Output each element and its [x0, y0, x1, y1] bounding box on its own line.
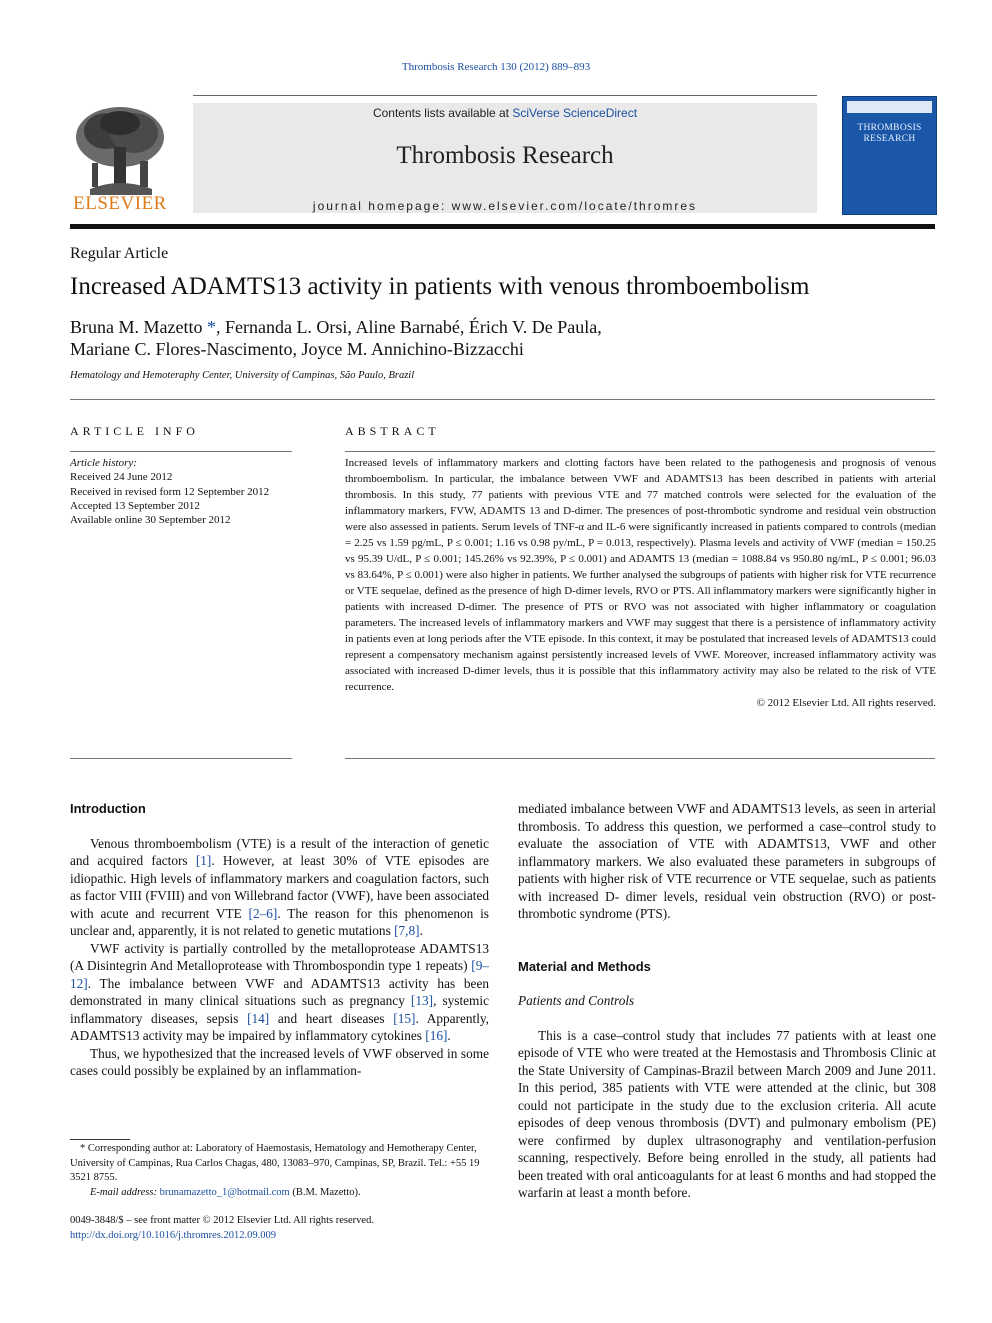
abstract-copyright: © 2012 Elsevier Ltd. All rights reserved.: [756, 697, 936, 709]
ref-14[interactable]: [14]: [247, 1010, 270, 1026]
abstract-bottom-rule: [345, 758, 935, 759]
head-divider: [70, 399, 935, 400]
footnote: [70, 1142, 489, 1200]
introduction-heading: Introduction: [70, 801, 146, 816]
ref-15[interactable]: [15]: [393, 1010, 416, 1026]
left-column: [70, 800, 489, 1080]
intro-paragraph-2: VWF activity is partially controlled by the metalloprotease ADAMTS13 (A Disintegrin And Metalloprotease with Thrombospondin type 1 repeats) [9–12]. The imbalance between VWF and ADAMTS13 activity has been demonstrated in many clinical situations such as pregnancy [13], systemic inflammatory diseases, sepsis [14] and heart diseases [15]. Apparently, ADAMTS13 activity may be impaired by inflammatory cytokines [16].: [70, 940, 489, 1043]
history-received: Received 24 June 2012: [70, 471, 173, 484]
abstract-rule: [345, 451, 935, 452]
info-bottom-rule: [70, 758, 292, 759]
ref-16[interactable]: [16]: [425, 1028, 448, 1043]
front-matter: [70, 1214, 489, 1243]
article-title: Increased ADAMTS13 activity in patients with venous thromboembolism: [70, 273, 810, 300]
history-online: Available online 30 September 2012: [70, 514, 231, 527]
contents-line: [193, 106, 817, 120]
ref-1[interactable]: [1]: [195, 853, 212, 868]
email-link[interactable]: brunamazetto_1@hotmail.com: [159, 1186, 290, 1198]
elsevier-wordmark: ELSEVIER: [73, 193, 167, 214]
history-label: Article history:: [70, 457, 137, 469]
author-list: [70, 316, 770, 360]
journal-homepage[interactable]: journal homepage: www.elsevier.com/locate/thromres: [312, 199, 698, 213]
ref-9-12[interactable]: [9–12]: [70, 958, 489, 991]
ref-2-6[interactable]: [2–6]: [248, 905, 278, 921]
right-column: [518, 800, 936, 1202]
elsevier-logo: [70, 103, 170, 215]
intro-paragraph-1: Venous thromboembolism (VTE) is a result of the interaction of genetic and acquired factors [1]. However, at least 30% of VTE episodes are idiopathic. High levels of inflammatory markers and coagulation factors, such as factor VIII (FVIII) and von Willebrand factor (VWF), have been associated with acute and recurrent VTE [2–6]. The reason for this phenomenon is unclear and, apparently, it is not related to genetic mutations [7,8].: [70, 835, 489, 938]
journal-cover: [842, 96, 937, 215]
email-suffix: (B.M. Mazetto).: [289, 1186, 361, 1198]
methods-subheading: Patients and Controls: [518, 993, 635, 1008]
journal-citation[interactable]: Thrombosis Research 130 (2012) 889–893: [401, 61, 591, 73]
footnote-rule: [70, 1139, 130, 1140]
abstract-text: Increased levels of inflammatory markers and clotting factors have been related to the pathogenesis and prognosis of venous thromboembolism. In particular, the imbalance between VWF and ADAMTS13 has been described in patients with arterial thrombosis. In this study, 77 patients with previous VTE and 77 matched controls were selected for the evaluation of the inflammatory markers, FVW, ADAMTS 13 and D-dimer. The presences of post-thrombotic syndrome and residual vein obstruction were also assessed in patients. Serum levels of TNF-α and IL-6 were significantly increased in patients compared to controls (median = 2.25 vs 1.59 pg/mL, P ≤ 0.001; 1.16 vs 0.98 py/mL, P = 0.013, respectively). Plasma levels and activity of VWF (median = 150.25 vs 95.39 U/dL, P ≤ 0.001; 145.26% vs 92.39%, P ≤ 0.001) and ADAMTS 13 (median = 1088.84 vs 950.80 ng/mL, P ≤ 0.001; 96.03 vs 83.64%, P ≤ 0.001) were also higher in patients. We further analysed the subgroups of patients with higher risk for VTE recurrence or VTE sequelae, defined as the presence of high D-dimer levels, RVO or PTS. All inflammatory markers were significantly higher in patients with increased D-dimer. The presence of PTS or RVO was not associated with higher inflammatory or coagulation parameters. The increased levels of inflammatory markers and VWF may suggest that there is a persistence of inflammatory activity in patients even at long periods after the VTE episode. In this context, it may be postulated that increased levels of ADAMTS13 could represent a compensatory mechanism against persistently increased levels of VWF. Moreover, increased inflammatory activity was associated with increased D-dimer levels, thus it is possible that this inflammatory activity may also be related to the risk of VTE recurrence.: [345, 457, 936, 693]
abstract-heading: ABSTRACT: [345, 424, 440, 438]
cover-title-line1: THROMBOSIS: [857, 123, 922, 133]
sciencedirect-link[interactable]: SciVerse ScienceDirect: [512, 106, 638, 120]
intro-paragraph-continued: mediated imbalance between VWF and ADAMTS13 levels, as seen in arterial thrombosis. To address this question, we performed a case–control study to evaluate the association of VTE with ADAMTS13, VWF and other inflammatory markers. We also evaluated these parameters in subgroups of patients with higher risk of VTE recurrence or VTE sequelae, such as patients with increased D- dimer levels, residual vein obstruction (RVO) or post-thrombotic syndrome (PTS).: [518, 801, 936, 921]
cover-title: [843, 123, 936, 145]
email-label: E-mail address:: [90, 1186, 160, 1198]
cover-title-line2: RESEARCH: [863, 134, 916, 144]
abstract-body: [345, 455, 936, 711]
contents-prefix: Contents lists available at: [372, 106, 513, 120]
authors-line2: Mariane C. Flores-Nascimento, Joyce M. Annichino-Bizzacchi: [70, 339, 524, 359]
issn-line: 0049-3848/$ – see front matter © 2012 Elsevier Ltd. All rights reserved.: [70, 1215, 374, 1226]
ref-7-8[interactable]: [7,8]: [394, 923, 420, 938]
article-info-heading: ARTICLE INFO: [70, 424, 199, 438]
author-first: Bruna M. Mazetto: [70, 317, 207, 337]
methods-heading: Material and Methods: [518, 958, 651, 974]
history-revised: Received in revised form 12 September 2012: [70, 485, 270, 498]
article-type: Regular Article: [70, 245, 169, 262]
affiliation: Hematology and Hemoteraphy Center, University of Campinas, São Paulo, Brazil: [70, 370, 415, 381]
ref-13[interactable]: [13]: [410, 993, 434, 1008]
article-history: [70, 456, 292, 527]
cover-top-strip: [847, 101, 932, 113]
corresponding-author-note: Corresponding author at: Laboratory of Haemostasis, Hematology and Hemotherapy Center, University of Campinas, Rua Carlos Chagas, 480, 13083–970, Campinas, SP, Brazil. Tel.: +55 19 3521 8755.: [70, 1143, 480, 1183]
journal-title: Thrombosis Research: [396, 142, 614, 169]
doi-link[interactable]: http://dx.doi.org/10.1016/j.thromres.2012.09.009: [70, 1229, 277, 1241]
info-rule: [70, 451, 292, 452]
intro-paragraph-3: Thus, we hypothesized that the increased levels of VWF observed in some cases could possibly be explained by an inflammation-: [70, 1045, 489, 1078]
header-rule: [70, 224, 935, 229]
methods-paragraph-1: This is a case–control study that includes 77 patients with at least one episode of VTE who were treated at the Hemostasis and Thrombosis Clinic at the State University of Campinas-Brazil between March 2009 and June 2011. In this period, 385 patients with VTE were attended at the clinic, but 308 could not participate in the study due to the exclusion criteria. All acute episodes of deep venous thrombosis (DVT) and pulmonary embolism (PE) were confirmed by duplex ultrasonography and ventilation-perfusion scanning, respectively. Before being enrolled in the study, all patients had been treated with oral anticoagulants for at least 6 months and had stopped the warfarin at least a month before.: [518, 1027, 936, 1200]
history-accepted: Accepted 13 September 2012: [70, 499, 200, 512]
banner-top-rule: [193, 95, 817, 96]
corresponding-author-marker[interactable]: *: [206, 317, 216, 337]
authors-rest-line1: , Fernanda L. Orsi, Aline Barnabé, Érich V. De Paula,: [215, 317, 602, 337]
footnote-star: *: [80, 1143, 86, 1154]
